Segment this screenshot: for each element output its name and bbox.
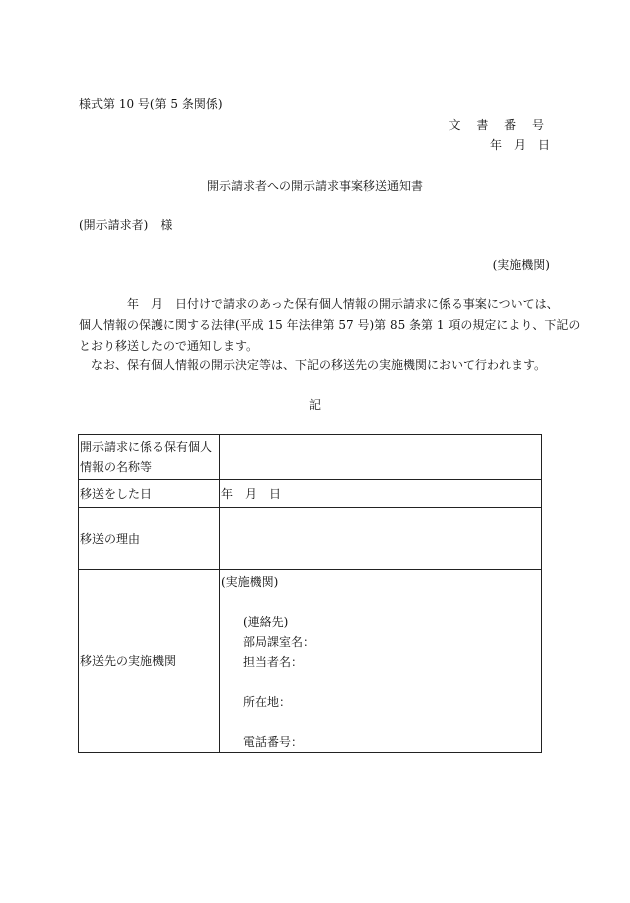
row-label-requested-info: 開示請求に係る保有個人情報の名称等 — [79, 435, 220, 480]
body-text-line: 個人情報の保護に関する法律(平成 15 年法律第 57 号)第 85 条第 1 項の規定により、下記の — [79, 318, 581, 332]
table-row — [79, 480, 542, 508]
row-value-requested-info — [220, 435, 542, 480]
addressee: (開示請求者) 様 — [79, 218, 173, 232]
table-row — [79, 435, 542, 480]
table-row — [79, 570, 542, 753]
document-date: 年 月 日 — [489, 138, 550, 152]
sender-agency: (実施機関) — [492, 258, 550, 272]
row-label-transfer-date: 移送をした日 — [79, 480, 220, 508]
person-in-charge-field: 担当者名： — [243, 655, 304, 669]
phone-field: 電話番号： — [243, 735, 304, 749]
department-field: 部局課室名： — [243, 635, 316, 649]
row-value-transfer-reason — [220, 508, 542, 570]
contact-heading: (連絡先) — [243, 615, 289, 629]
form-number: 様式第 10 号(第 5 条関係) — [79, 97, 223, 111]
row-label-transfer-reason: 移送の理由 — [79, 508, 220, 570]
body-text-line: 年 月 日付けで請求のあった保有個人情報の開示請求に係る事案については、 — [79, 297, 559, 311]
transfer-info-table — [78, 434, 542, 753]
ki-heading: 記 — [308, 398, 321, 412]
address-field: 所在地： — [243, 695, 292, 709]
body-text-line: とおり移送したので通知します。 — [79, 339, 259, 353]
row-label-destination-agency: 移送先の実施機関 — [79, 570, 220, 753]
document-title: 開示請求者への開示請求事案移送通知書 — [206, 179, 423, 193]
table-row — [79, 508, 542, 570]
destination-agency-label: (実施機関) — [221, 575, 279, 589]
row-value-transfer-date: 年 月 日 — [220, 480, 542, 508]
document-number: 文 書 番 号 — [448, 118, 550, 132]
body-text-line: なお、保有個人情報の開示決定等は、下記の移送先の実施機関において行われます。 — [79, 358, 547, 372]
row-value-destination-agency — [220, 570, 542, 753]
